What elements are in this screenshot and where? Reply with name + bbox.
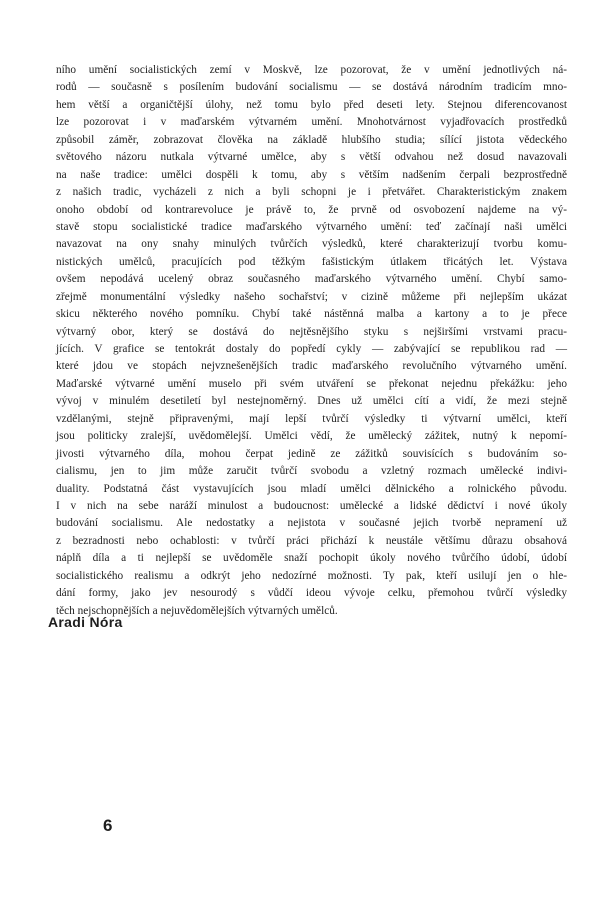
text-line: vzdělanými, stejně připravenými, mají lepší tvůrčí výsledky ti výtvarní umělci, kteří bbox=[56, 412, 567, 425]
text-line: hem větší a organičtější úlohy, než tomu bylo před deseti lety. Stejnou diferencovanost bbox=[56, 98, 567, 111]
text-line: které jdou ve stopách nejvznešenějších tradic maďarského revolučního výtvarného umění. bbox=[56, 360, 567, 373]
text-line: duality. Podstatná část vystavujících jsou mladí umělci dělnického a rolnického původu. bbox=[56, 482, 567, 495]
text-line: Maďarské výtvarné umění muselo při svém utváření se překonat nejednu překážku: jeho bbox=[56, 377, 567, 390]
text-line: jících. V grafice se tentokrát dostaly do popředí cykly — zabývající se republikou rad — bbox=[56, 343, 567, 355]
text-line: způsobil záměr, zobrazovat člověka na základě hlubšího studia; sílící jistota vědeckého bbox=[56, 133, 567, 146]
page-number: 6 bbox=[103, 816, 113, 835]
text-line: náplň díla a ti nejlepší se uvědoměle snaží pochopit úkoly nového tvůrčího údobí, údobí bbox=[56, 552, 567, 565]
text-line: z našich tradic, vycházeli z nich a byli schopni je i přetvářet. Charakteristickým znakem bbox=[56, 186, 567, 199]
text-line: dání formy, jako jev nesourodý s vůdčí ideou vývoje celku, přemohou tvůrčí výsledky bbox=[56, 587, 567, 600]
text-line: z bezradnosti nebo ochablosti: v tvůrčí práci přichází k neustále většímu důrazu obsahová bbox=[56, 534, 567, 547]
text-line: cialismu, jen to jim může zaručit tvůrčí svobodu a vzletný rozmach umělecké indivi- bbox=[56, 465, 567, 478]
text-line: jivosti výtvarného díla, mohou čerpat jedině ze zážitků souvisících s budováním so- bbox=[56, 447, 567, 460]
text-line: I v nich na sebe naráží minulost a budoucnost: umělecké a lidské dědictví i nové úkoly bbox=[56, 499, 567, 512]
text-line: výtvarný obor, který se dostává do nejtěsnějšího styku s nejširšími vrstvami pracu- bbox=[56, 325, 567, 338]
text-line: navazovat na ony snahy minulých tvůrčích výsledků, které charakterizují tvorbu komu- bbox=[56, 238, 567, 251]
text-line: onoho období od kontrarevoluce je právě to, že prvně od osvobození najdeme na vý- bbox=[56, 203, 567, 216]
text-line: rodů — současně s posílením budování socialismu — se dostává národním tradicím mno- bbox=[56, 81, 567, 94]
text-line: lze pozorovat i v maďarském výtvarném umění. Mnohotvárnost vyjadřovacích prostředků bbox=[56, 116, 567, 129]
text-line: ního umění socialistických zemí v Moskvě, lze pozorovat, že v umění jednotlivých ná- bbox=[56, 64, 567, 76]
text-line: na naše tradice: umělci dospěli k tomu, aby s větším nadšením čerpali bezprostředně bbox=[56, 168, 567, 181]
text-line: socialistického realismu a odkrýt jeho nedozírné možnosti. Ty pak, kteří usilují jen o hle- bbox=[56, 569, 567, 582]
text-line: jsou politicky zralejší, uvědomělejší. Umělci vědí, že umělecký zážitek, nutný k nepomí- bbox=[56, 430, 567, 443]
text-line: nistických umělců, pracujících pod těžkým fašistickým útlakem třicátých let. Výstava bbox=[56, 255, 567, 268]
text-line: světového názoru nutkala výtvarné umělce, aby s větší odvahou než dosud navazovali bbox=[56, 151, 567, 164]
text-line: vývoj v minulém desetiletí byl nestejnoměrný. Dnes už umělci cítí a vidí, že mezi stejně bbox=[56, 395, 567, 408]
text-line: skicu některého nového pomníku. Chybí také nástěnná malba a kartony a to je přece bbox=[56, 308, 567, 321]
text-line: ovšem nepodává ucelený obraz současného maďarského výtvarného umění. Chybí samo- bbox=[56, 273, 567, 286]
text-line: těch nejschopnějších a nejuvědomělejších výtvarných umělců. bbox=[56, 604, 338, 617]
author-signature: Aradi Nóra bbox=[48, 614, 123, 630]
text-line: stavě stopu socialistické tradice maďarského výtvarného umění: teď začínají naši umělci bbox=[56, 220, 567, 233]
text-line: zřejmě monumentální výsledky našeho sochařství; v cizině můžeme při nejlepším ukázat bbox=[56, 290, 567, 303]
article-body bbox=[56, 62, 567, 620]
text-line: budování socialismu. Ale nedostatky a nejistota v současné jejich tvorbě nepramení už bbox=[56, 517, 567, 530]
